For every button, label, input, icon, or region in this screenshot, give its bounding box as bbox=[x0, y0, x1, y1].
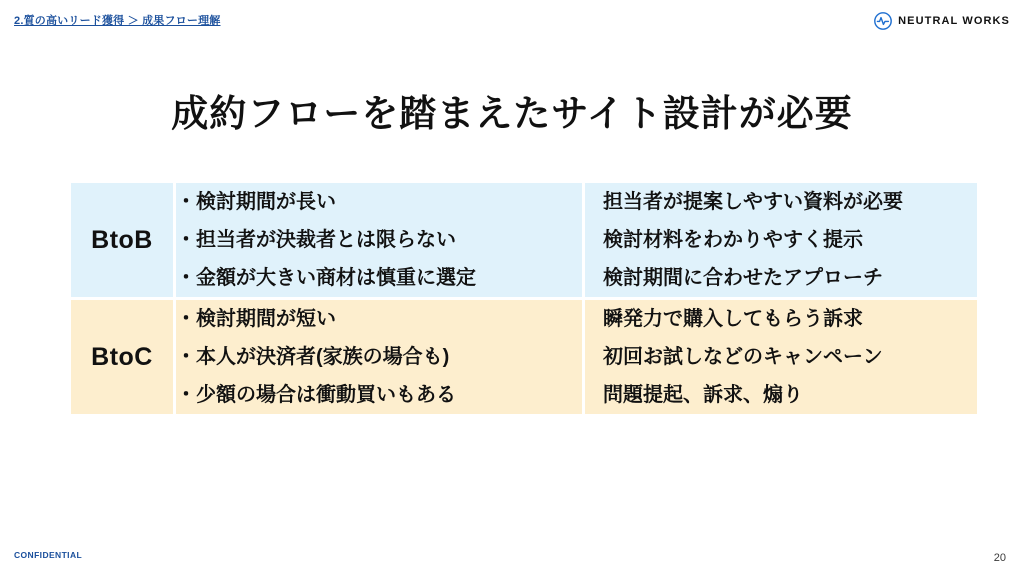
brand-name: NEUTRAL WORKS bbox=[898, 15, 1010, 27]
comparison-table bbox=[71, 183, 977, 414]
list-item: ・担当者が決裁者とは限らない bbox=[176, 229, 456, 251]
page-number: 20 bbox=[993, 552, 1006, 564]
btoc-approaches bbox=[584, 299, 978, 415]
brand-logo bbox=[874, 12, 1010, 30]
list-item: ・検討期間が短い bbox=[176, 308, 336, 330]
pulse-wave-icon bbox=[874, 12, 892, 30]
list-item: 検討材料をわかりやすく提示 bbox=[603, 229, 863, 251]
list-item: 検討期間に合わせたアプローチ bbox=[603, 267, 883, 289]
btoc-characteristics bbox=[175, 299, 584, 415]
list-item: 担当者が提案しやすい資料が必要 bbox=[603, 191, 903, 213]
row-label-btoc: BtoC bbox=[71, 299, 175, 415]
breadcrumb[interactable]: 2.質の高いリード獲得 ＞ 成果フロー理解 bbox=[14, 15, 221, 27]
list-item: 瞬発力で購入してもらう訴求 bbox=[603, 308, 863, 330]
list-item: ・金額が大きい商材は慎重に選定 bbox=[176, 267, 476, 289]
btob-approaches bbox=[584, 183, 978, 299]
page-title: 成約フローを踏まえたサイト設計が必要 bbox=[171, 92, 853, 134]
list-item: 問題提起、訴求、煽り bbox=[603, 384, 803, 406]
list-item: ・検討期間が長い bbox=[176, 191, 336, 213]
btob-characteristics bbox=[175, 183, 584, 299]
table-row bbox=[71, 183, 977, 299]
list-item: ・少額の場合は衝動買いもある bbox=[176, 384, 456, 406]
confidential-label: CONFIDENTIAL bbox=[14, 550, 83, 560]
list-item: ・本人が決済者(家族の場合も) bbox=[176, 346, 450, 368]
row-label-btob: BtoB bbox=[71, 183, 175, 299]
list-item: 初回お試しなどのキャンペーン bbox=[603, 346, 883, 368]
table-row bbox=[71, 299, 977, 415]
